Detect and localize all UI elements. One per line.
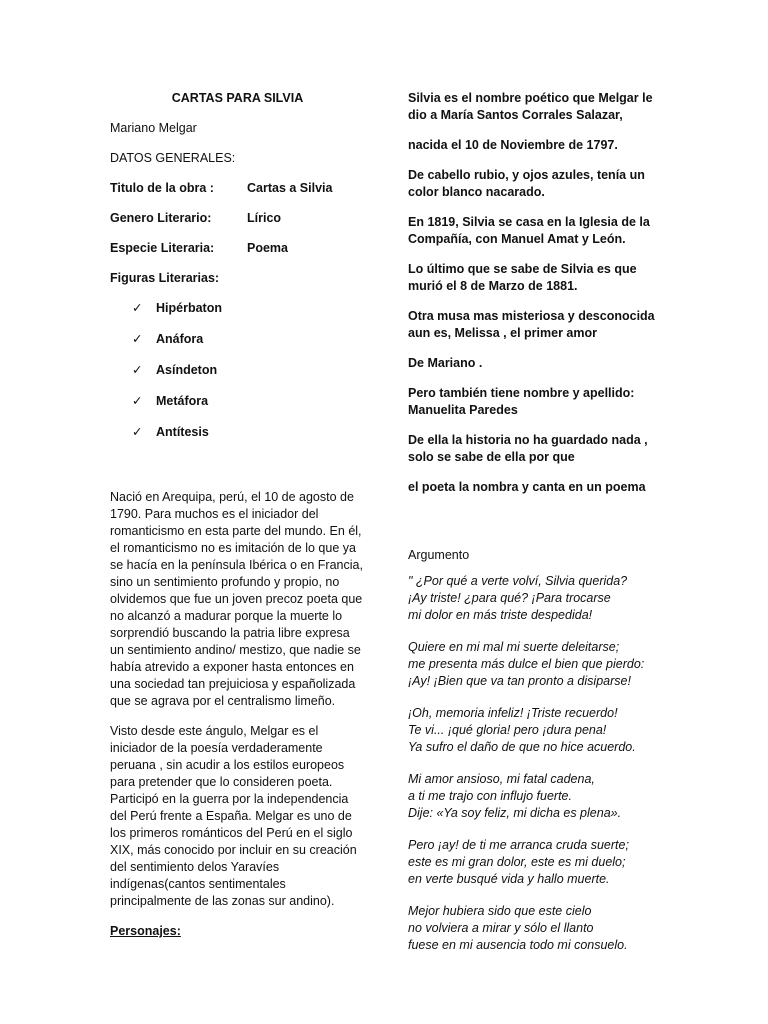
field-key: Titulo de la obra :: [110, 181, 214, 195]
silvia-paragraph: En 1819, Silvia se casa en la Iglesia de la Compañía, con Manuel Amat y León.: [408, 215, 650, 246]
poem-line: fuese en mi ausencia todo mi consuelo.: [408, 938, 628, 952]
poem-stanza: [408, 771, 673, 822]
silvia-paragraph: nacida el 10 de Noviembre de 1797.: [408, 138, 618, 152]
poem-stanza: [408, 573, 673, 624]
list-item-label: Asíndeton: [156, 363, 218, 377]
field-especie: [110, 240, 365, 257]
figuras-heading: Figuras Literarias:: [110, 271, 220, 285]
poem-line: Pero ¡ay! de ti me arranca cruda suerte;: [408, 838, 629, 852]
right-column: [408, 90, 673, 969]
silvia-paragraph: De cabello rubio, y ojos azules, tenía un color blanco nacarado.: [408, 168, 645, 199]
poem-line: Mejor hubiera sido que este cielo: [408, 904, 592, 918]
list-item: [132, 424, 365, 441]
poem-stanza: [408, 705, 673, 756]
poem-line: " ¿Por qué a verte volví, Silvia querida?: [408, 574, 628, 588]
manuelita-paragraph: Pero también tiene nombre y apellido: Manuelita Paredes: [408, 386, 635, 417]
poem-line: ¡Ay! ¡Bien que va tan pronto a disiparse!: [408, 674, 631, 688]
figuras-list: [132, 300, 365, 441]
poem-line: ¡Oh, memoria infeliz! ¡Triste recuerdo!: [408, 706, 618, 720]
list-item-label: Anáfora: [156, 332, 204, 346]
poem-line: Quiere en mi mal mi suerte deleitarse;: [408, 640, 620, 654]
melissa-paragraph: De Mariano .: [408, 356, 483, 370]
checkmark-icon: ✓: [132, 425, 143, 439]
poem-stanza: [408, 639, 673, 690]
poem-line: mi dolor en más triste despedida!: [408, 608, 593, 622]
poem-line: me presenta más dulce el bien que pierdo:: [408, 657, 645, 671]
poem-line: Dije: «Ya soy feliz, mi dicha es plena».: [408, 806, 622, 820]
argumento-heading: Argumento: [408, 548, 470, 562]
silvia-paragraph: Silvia es el nombre poético que Melgar le dio a María Santos Corrales Salazar,: [408, 91, 653, 122]
poem-stanza: [408, 837, 673, 888]
poem-line: a ti me trajo con influjo fuerte.: [408, 789, 572, 803]
checkmark-icon: ✓: [132, 301, 143, 315]
field-key: Especie Literaria:: [110, 241, 215, 255]
checkmark-icon: ✓: [132, 332, 143, 346]
list-item: [132, 362, 365, 379]
list-item: [132, 300, 365, 317]
list-item-label: Antítesis: [156, 425, 209, 439]
list-item: [132, 393, 365, 410]
poem-line: ¡Ay triste! ¿para qué? ¡Para trocarse: [408, 591, 611, 605]
list-item-label: Hipérbaton: [156, 301, 222, 315]
document-title: CARTAS PARA SILVIA: [171, 91, 304, 105]
poem-line: no volviera a mirar y sólo el llanto: [408, 921, 594, 935]
biography-paragraph: Nació en Arequipa, perú, el 10 de agosto de 1790. Para muchos es el iniciador del romanticismo en esta parte del mundo. En él, el romanticismo no es imitación de lo que ya se hacía en la península Ibérica o en Francia, sino un sentimiento profundo y propio, no olvidemos que fue un joven precoz poeta que no alcanzó a madurar porque la muerte lo sorprendió buscando la patria libre expresa un sentimiento andino/ mestizo, que nadie se había atrevido a exponer hasta entonces en una sociedad tan prejuiciosa y españolizada que se agrava por el centralismo limeño.: [110, 490, 363, 708]
manuelita-paragraph: De ella la historia no ha guardado nada , solo se sabe de ella por que: [408, 433, 648, 464]
poem-line: Ya sufro el daño de que no hice acuerdo.: [408, 740, 636, 754]
author-name: Mariano Melgar: [110, 121, 197, 135]
poem-line: Mi amor ansioso, mi fatal cadena,: [408, 772, 595, 786]
list-item: [132, 331, 365, 348]
checkmark-icon: ✓: [132, 394, 143, 408]
field-key: Genero Literario:: [110, 211, 212, 225]
field-value: Cartas a Silvia: [247, 181, 333, 195]
manuelita-paragraph: el poeta la nombra y canta en un poema: [408, 480, 646, 494]
checkmark-icon: ✓: [132, 363, 143, 377]
silvia-paragraph: Lo último que se sabe de Silvia es que murió el 8 de Marzo de 1881.: [408, 262, 637, 293]
field-genero: [110, 210, 365, 227]
analysis-paragraph: Visto desde este ángulo, Melgar es el iniciador de la poesía verdaderamente peruana , sin acudir a los estilos europeos para pretender que lo consideren poeta. Participó en la guerra por la independencia del Perú frente a España. Melgar es uno de los primeros románticos del Perú en el siglo XIX, más conocido por incluir en su creación del sentimiento delos Yaravíes indígenas(cantos sentimentales principalmente de las zonas sur andino).: [110, 724, 357, 908]
field-titulo: [110, 180, 365, 197]
field-value: Poema: [247, 241, 288, 255]
melissa-paragraph: Otra musa mas misteriosa y desconocida aun es, Melissa , el primer amor: [408, 309, 655, 340]
left-column: [110, 90, 365, 940]
field-value: Lírico: [247, 211, 282, 225]
poem-line: este es mi gran dolor, este es mi duelo;: [408, 855, 626, 869]
list-item-label: Metáfora: [156, 394, 209, 408]
personajes-heading: Personajes:: [110, 924, 181, 938]
poem-stanza: [408, 903, 673, 954]
poem-line: Te vi... ¡qué gloria! pero ¡dura pena!: [408, 723, 607, 737]
datos-generales-heading: DATOS GENERALES:: [110, 151, 236, 165]
poem-line: en verte busqué vida y hallo muerte.: [408, 872, 610, 886]
